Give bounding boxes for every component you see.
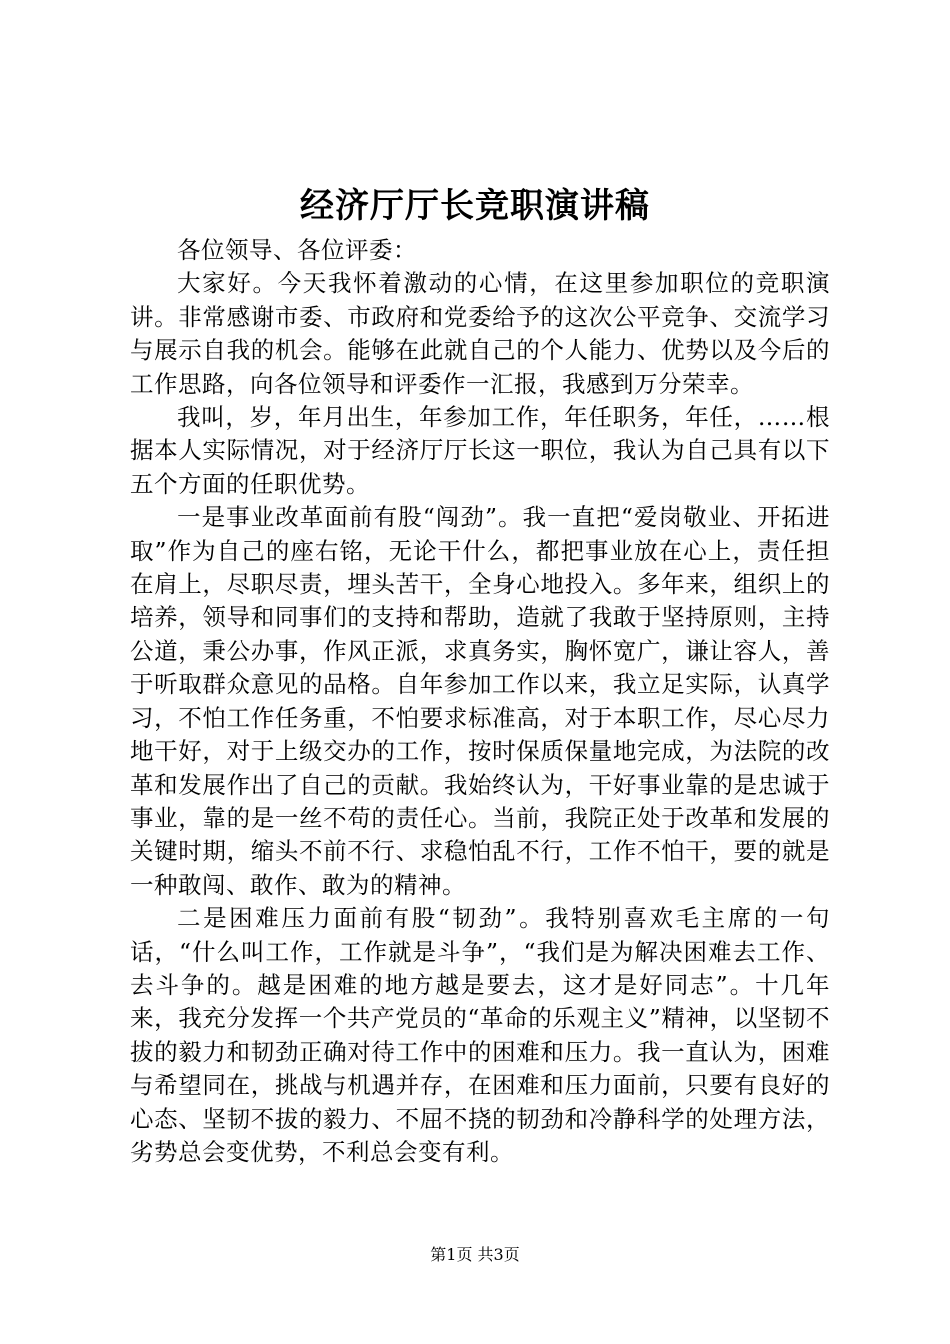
advantage-one-paragraph: 一是事业改革面前有股“闯劲”。我一直把“爱岗敬业、开拓进取”作为自己的座右铭，无论干什么，都把事业放在心上，责任担在肩上，尽职尽责，埋头苦干，全身心地投入。多年来，组织上的培养，领导和同事们的支持和帮助，造就了我敢于坚持原则，主持公道，秉公办事，作风正派，求真务实，胸怀宽广，谦让容人，善于听取群众意见的品格。自年参加工作以来，我立足实际，认真学习，不怕工作任务重，不怕要求标准高，对于本职工作，尽心尽力地干好，对于上级交办的工作，按时保质保量地完成，为法院的改革和发展作出了自己的贡献。我始终认为，干好事业靠的是忠诚于事业，靠的是一丝不苟的责任心。当前，我院正处于改革和发展的关键时期，缩头不前不行、求稳怕乱不行，工作不怕干，要的就是一种敢闯、敢作、敢为的精神。 bbox=[130, 503, 830, 899]
greeting-paragraph: 大家好。今天我怀着激动的心情，在这里参加职位的竞职演讲。非常感谢市委、市政府和党委给予的这次公平竞争、交流学习与展示自我的机会。能够在此就自己的个人能力、优势以及今后的工作思路，向各位领导和评委作一汇报，我感到万分荣幸。 bbox=[130, 269, 830, 398]
self-introduction-paragraph: 我叫，岁，年月出生，年参加工作，年任职务，年任，……根据本人实际情况，对于经济厅厅长这一职位，我认为自己具有以下五个方面的任职优势。 bbox=[130, 403, 830, 498]
advantage-two-paragraph: 二是困难压力面前有股“韧劲”。我特别喜欢毛主席的一句话，“什么叫工作，工作就是斗争”，“我们是为解决困难去工作、去斗争的。越是困难的地方越是要去，这才是好同志”。十几年来，我充分发挥一个共产党员的“革命的乐观主义”精神，以坚韧不拔的毅力和韧劲正确对待工作中的困难和压力。我一直认为，困难与希望同在，挑战与机遇并存，在困难和压力面前，只要有良好的心态、坚韧不拔的毅力、不屈不挠的韧劲和冷静科学的处理方法，劣势总会变优势，不利总会变有利。 bbox=[130, 904, 830, 1166]
page-number-footer: 第1页 共3页 bbox=[430, 1245, 520, 1264]
document-body bbox=[130, 234, 830, 1169]
document-title: 经济厅厅长竞职演讲稿 bbox=[300, 186, 650, 226]
salutation-paragraph: 各位领导、各位评委： bbox=[177, 236, 417, 264]
